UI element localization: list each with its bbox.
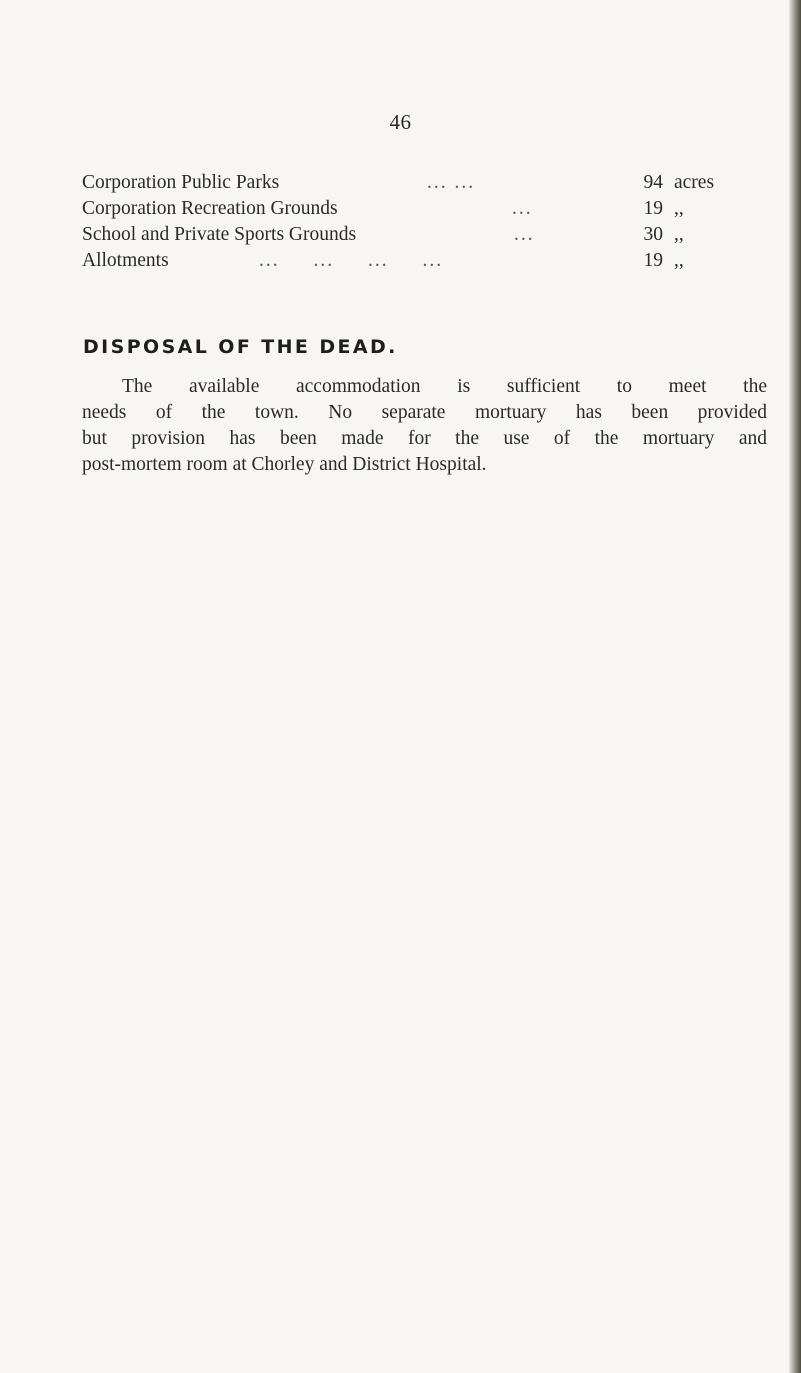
paragraph-line: post-mortem room at Chorley and District Hospital. xyxy=(82,454,487,475)
land-use-table xyxy=(82,170,772,274)
dot-leader: ... ... ... ... xyxy=(259,250,444,271)
row-label: School and Private Sports Grounds xyxy=(82,224,357,245)
section-heading: DISPOSAL OF THE DEAD. xyxy=(83,336,398,358)
row-label: Corporation Public Parks xyxy=(82,172,280,193)
table-row xyxy=(82,170,772,196)
page-binding-edge xyxy=(789,0,801,1373)
row-unit: ,, xyxy=(674,224,684,245)
page-number: 46 xyxy=(389,110,412,134)
dot-leader: ... xyxy=(512,198,533,219)
row-value: 30 xyxy=(643,224,663,245)
dot-leader: ... xyxy=(514,224,535,245)
row-unit: acres xyxy=(674,172,715,193)
row-unit: ,, xyxy=(674,198,684,219)
paragraph-line: needs of the town. No separate mortuary has been provided xyxy=(82,402,767,423)
row-unit: ,, xyxy=(674,250,684,271)
dot-leader: ... ... xyxy=(427,172,476,193)
row-label: Allotments xyxy=(82,250,169,271)
paragraph-line: but provision has been made for the use of the mortuary and xyxy=(82,428,767,449)
row-label: Corporation Recreation Grounds xyxy=(82,198,338,219)
row-value: 94 xyxy=(643,172,663,193)
table-row xyxy=(82,222,772,248)
row-value: 19 xyxy=(643,198,663,219)
paragraph-line: The available accommodation is sufficient to meet the xyxy=(122,376,767,397)
table-row xyxy=(82,248,772,274)
section-paragraph xyxy=(82,374,767,478)
table-row xyxy=(82,196,772,222)
row-value: 19 xyxy=(643,250,663,271)
